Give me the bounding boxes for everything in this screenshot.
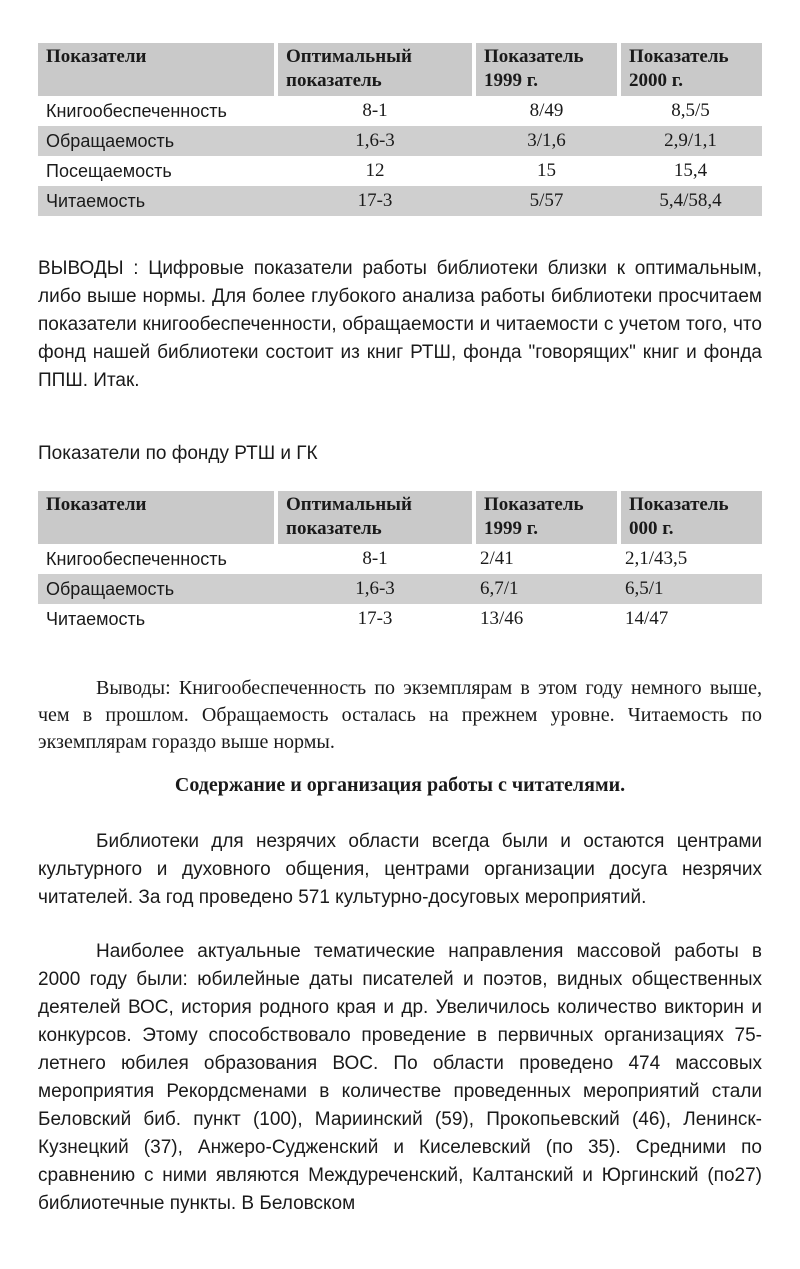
table-cell: 8-1 [362,100,388,121]
header-1999: Показатель 1999 г. [474,43,619,96]
header-optimal: Оптимальный показатель [276,491,474,544]
indicators-table-2 [38,491,762,634]
header-indicators: Показатели [38,491,276,544]
table-row [38,156,762,186]
table-cell: Читаемость [38,186,276,216]
conclusions-paragraph-1: ВЫВОДЫ : Цифровые показатели работы библиотеки близки к оптимальным, либо выше нормы. Для более глубокого анализа работы библиотеки просчитаем показатели книгообеспеченности, обращаемости и читаемости с учетом того, что фонд нашей библиотеки состоит из книг РТШ, фонда "говорящих" книг и фонда ППШ. Итак. [38,258,762,391]
header-2000: Показатель 2000 г. [619,43,762,96]
conclusions-paragraph-2: Выводы: Книгообеспеченность по экземплярам в этом году немного выше, чем в прошлом. Обращаемость осталась на прежнем уровне. Читаемость по экземплярам гораздо выше нормы. [38,677,762,753]
table-cell: 15 [537,160,556,181]
table-cell: 3/1,6 [474,126,619,156]
table-cell: 12 [365,160,385,181]
table-header-row [38,43,762,96]
table-cell: 8-1 [362,548,388,569]
table-cell: 17-3 [276,186,474,216]
body-paragraph-2: Наиболее актуальные тематические направления массовой работы в 2000 году были: юбилейные даты писателей и поэтов, видных общественных деятелей ВОС, история родного края и др. Увеличилось количество викторин и конкурсов. Этому способствовало проведение в первичных организациях 75-летнего юбилея образования ВОС. По области проведено 474 массовых мероприятия Рекордсменами в количестве проведенных мероприятий стали Беловский биб. пункт (100), Мариинский (59), Прокопьевский (46), Ленинск-Кузнецкий (37), Анжеро-Судженский и Киселевский (по 35). Средними по сравнению с ними являются Междуреченский, Калтанский и Юргинский (по27) библиотечные пункты. В Беловском [38,941,762,1214]
table-row [38,574,762,604]
table-row [38,186,762,216]
table-cell: Посещаемость [46,161,172,181]
table-cell: Книгообеспеченность [46,549,227,569]
table-row [38,604,762,634]
table-2-caption: Показатели по фонду РТШ и ГК [38,443,318,464]
table-cell: Книгообеспеченность [46,101,227,121]
header-2000: Показатель 000 г. [619,491,762,544]
table-cell: 2/41 [480,548,514,569]
table-cell: 1,6-3 [276,126,474,156]
table-cell: 5/57 [474,186,619,216]
table-row [38,544,762,574]
table-cell: 6,7/1 [474,574,619,604]
body-paragraph-1: Библиотеки для незрячих области всегда были и остаются центрами культурного и духовного общения, центрами организации досуга незрячих читателей. За год проведено 571 культурно-досуговых мероприятий. [38,831,762,908]
table-cell: 13/46 [480,608,524,629]
table-row [38,126,762,156]
table-cell: 2,1/43,5 [625,548,688,569]
indicators-table-1 [38,43,762,216]
table-cell: 2,9/1,1 [619,126,762,156]
table-cell: 8,5/5 [671,100,710,121]
header-indicators: Показатели [38,43,276,96]
header-1999: Показатель 1999 г. [474,491,619,544]
table-cell: Обращаемость [38,126,276,156]
section-heading: Содержание и организация работы с читателями. [174,774,626,796]
table-cell: Обращаемость [38,574,276,604]
table-cell: 5,4/58,4 [619,186,762,216]
header-optimal: Оптимальный показатель [276,43,474,96]
table-row [38,96,762,126]
table-cell: Читаемость [46,609,146,629]
table-cell: 14/47 [625,608,669,629]
table-cell: 1,6-3 [276,574,474,604]
table-header-row [38,491,762,544]
table-cell: 8/49 [529,100,564,121]
table-cell: 6,5/1 [619,574,762,604]
table-cell: 15,4 [673,160,708,181]
table-cell: 17-3 [357,608,393,629]
